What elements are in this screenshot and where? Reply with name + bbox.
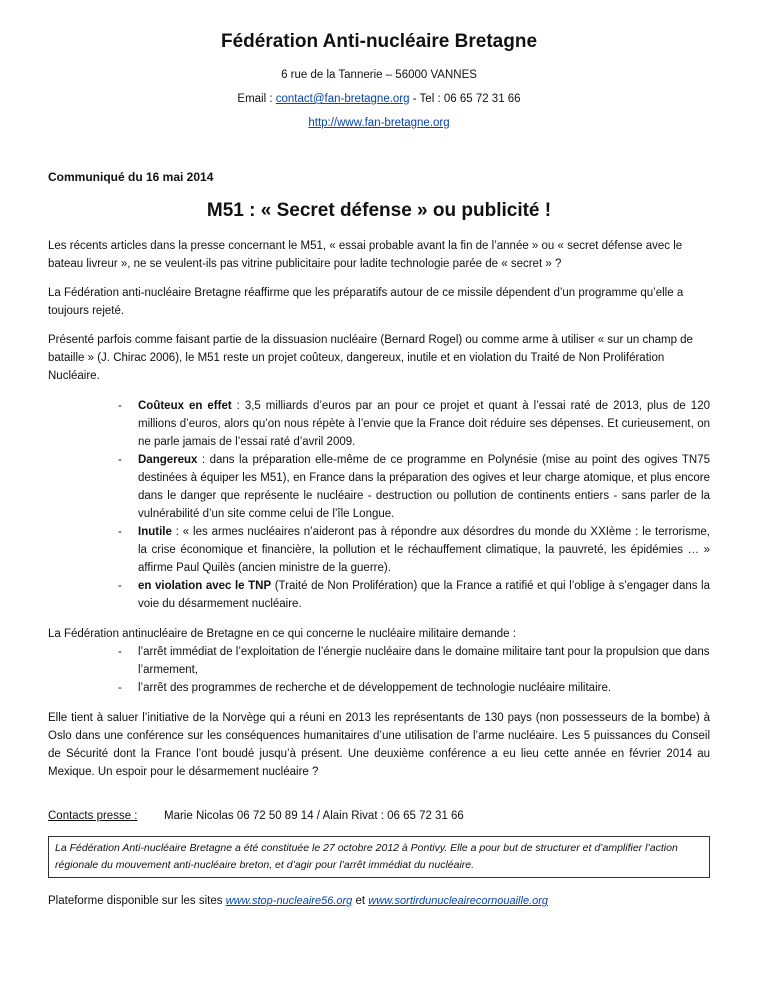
paragraph-norway: Elle tient à saluer l’initiative de la Norvège qui a réuni en 2013 les représentants de 130 pays (non possesseurs de la bombe) à Oslo dans une conférence sur les conséquences humanitaires d’une utilisation de l’arme nucléaire. Les 5 puissances du Conseil de Sécurité dont la France l’ont boudé jusqu’à présent. Une deuxième conférence a eu lieu cette année en février 2014 au Mexique. Un espoir pour le désarmement nucléaire ? (48, 712, 710, 778)
demands-list (48, 643, 710, 697)
paragraph-reaffirm: La Fédération anti-nucléaire Bretagne réaffirme que les préparatifs autour de ce missile dépendent d’un programme qu’elle a toujours rejeté. (48, 287, 684, 317)
paragraph-presented: Présenté parfois comme faisant partie de la dissuasion nucléaire (Bernard Rogel) ou comme arme à utiliser « sur un champ de bataille » (J. Chirac 2006), le M51 reste un projet coûteux, dangereux, inutile et en violation du Traité de Non Prolifération Nucléaire. (48, 334, 693, 382)
platform-link-sortirdunucleaire[interactable]: www.sortirdunucleairecornouaille.org (368, 895, 549, 907)
email-link[interactable]: contact@fan-bretagne.org (275, 93, 410, 105)
website-line (48, 116, 710, 130)
list-item (48, 577, 710, 613)
list-item (48, 451, 710, 523)
list-item-text: : 3,5 milliards d’euros par an pour ce projet et quant à l’essai raté de 2013, plus de 120 millions d’euros, alors qu’on nous répète à l’envie que la France doit réduire ses dépenses. Et curieusement, on ne parle jamais de l’essai raté d’avril 2009. (138, 400, 710, 448)
list-item-text: l’arrêt des programmes de recherche et de développement de technologie nucléaire militaire. (138, 682, 612, 694)
paragraph-demands: La Fédération antinucléaire de Bretagne en ce qui concerne le nucléaire militaire demande : (48, 628, 516, 640)
contact-line (48, 92, 710, 106)
list-item (48, 643, 710, 679)
list-item (48, 523, 710, 577)
platform-conjunction: et (352, 895, 369, 907)
platform-prefix: Plateforme disponible sur les sites (48, 895, 226, 907)
list-item-text: : dans la préparation elle-même de ce programme en Polynésie (mise au point des ogives TN75 destinées à équiper les M51), en France dans la préparation des ogives et leur charge atomique, et plus encore dans le danger que représente le nucléaire - destruction ou pollution de continents entiers - sans parler de la vulnérabilité d’un site comme celui de l’île Longue. (138, 454, 710, 520)
press-contacts-value: Marie Nicolas 06 72 50 89 14 / Alain Rivat : 06 65 72 31 66 (164, 810, 464, 822)
list-dash: - (118, 526, 122, 538)
list-dash: - (118, 400, 122, 412)
list-item-bold: en violation avec le TNP (138, 580, 272, 592)
organization-title: Fédération Anti-nucléaire Bretagne (220, 31, 538, 52)
platform-line (48, 894, 710, 909)
list-dash: - (118, 646, 122, 658)
list-item-bold: Inutile (138, 526, 172, 538)
press-contacts-label: Contacts presse : (48, 810, 138, 822)
phone-text: - Tel : 06 65 72 31 66 (409, 93, 521, 105)
platform-link-stop-nucleaire56[interactable]: www.stop-nucleaire56.org (225, 895, 353, 907)
federation-info-box: La Fédération Anti-nucléaire Bretagne a été constituée le 27 octobre 2012 à Pontivy. Elle a pour but de structurer et d’amplifier l’action régionale du mouvement anti-nucléaire breton, et d’agir pour l’arrêt immédiat du nucléaire. (48, 836, 710, 878)
email-prefix: Email : (237, 93, 276, 105)
communique-date: Communiqué du 16 mai 2014 (48, 170, 214, 184)
list-item-text: l’arrêt immédiat de l’exploitation de l’énergie nucléaire dans le domaine militaire tant pour la propulsion que dans l’armement, (138, 646, 710, 676)
list-dash: - (118, 580, 122, 592)
list-item (48, 397, 710, 451)
list-item-text: (Traité de Non Prolifération) que la France a ratifié et qui l’oblige à s’engager dans la voie du désarmement nucléaire. (138, 580, 711, 610)
argument-list (48, 397, 710, 613)
list-item-bold: Coûteux en effet (138, 400, 232, 412)
list-item (48, 679, 710, 697)
press-contacts (48, 809, 710, 824)
list-item-bold: Dangereux (138, 454, 198, 466)
website-link[interactable]: http://www.fan-bretagne.org (308, 117, 450, 129)
headline: M51 : « Secret défense » ou publicité ! (206, 200, 552, 221)
list-item-text: : « les armes nucléaires n’aideront pas à répondre aux désordres du monde du XXIème : le terrorisme, la crise économique et financière, la pollution et le réchauffement climatique, la pauvreté, les épidémies … » affirme Paul Quilès (ancien ministre de la guerre). (138, 526, 710, 574)
paragraph-intro: Les récents articles dans la presse concernant le M51, « essai probable avant la fin de l’année » ou « secret défense avec le bateau livreur », ne se veulent-ils pas vitrine publicitaire pour ladite technologie parée de « secret » ? (48, 240, 683, 270)
organization-address: 6 rue de la Tannerie – 56000 VANNES (281, 69, 477, 81)
list-dash: - (118, 454, 122, 466)
list-dash: - (118, 682, 122, 694)
